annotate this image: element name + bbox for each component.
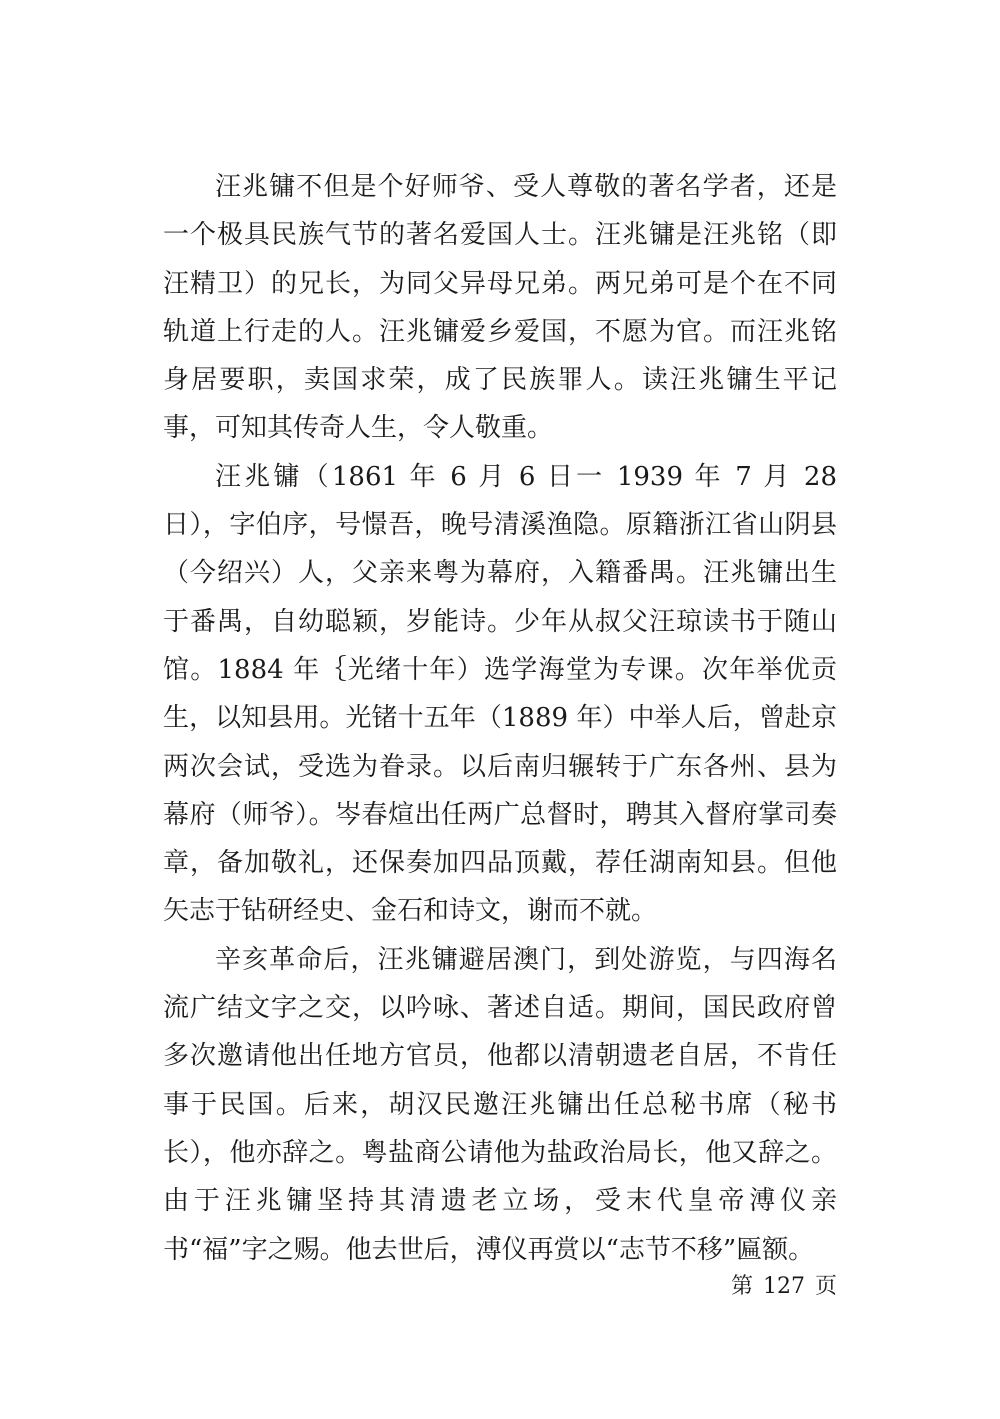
page-number (731, 1272, 837, 1302)
page-number-suffix: 页 (814, 1274, 837, 1299)
page-number-value: 127 (762, 1274, 805, 1299)
page-number-prefix: 第 (730, 1274, 753, 1299)
paragraph-3: 辛亥革命后，汪兆镛避居澳门，到处游览，与四海名流广结文字之交，以吟咏、著述自适。期间，国民政府曾多次邀请他出任地方官员，他都以清朝遗老自居，不肯任事于民国。后来，胡汉民邀汪兆镛出任总秘书席（秘书长），他亦辞之。粤盐商公请他为盐政治局长，他又辞之。由于汪兆镛坚持其清遗老立场，受末代皇帝溥仪亲书“福”字之赐。他去世后，溥仪再赏以“志节不移”匾额。 (163, 944, 837, 1265)
paragraph-1: 汪兆镛不但是个好师爷、受人尊敬的著名学者，还是一个极具民族气节的著名爱国人士。汪兆镛是汪兆铭（即汪精卫）的兄长，为同父异母兄弟。两兄弟可是个在不同轨道上行走的人。汪兆镛爱乡爱国，不愿为官。而汪兆铭身居要职，卖国求荣，成了民族罪人。读汪兆镛生平记事，可知其传奇人生，令人敬重。 (163, 172, 837, 444)
paragraph-2: 汪兆镛（1861 年 6 月 6 日一 1939 年 7 月 28 日），字伯序，号憬吾，晚号清溪渔隐。原籍浙江省山阴县（今绍兴）人，父亲来粤为幕府，入籍番禺。汪兆镛出生于番禺，自幼聪颖，岁能诗。少年从叔父汪琼读书于随山馆。1884 年｛光绪十年）选学海堂为专课。次年举优贡生，以知县用。光锗十五年（1889 年）中举人后，曾赴京两次会试，受选为眷录。以后南归辗转于广东各州、县为幕府（师爷）。岑春煊出任两广总督时，聘其入督府掌司奏章，备加敬礼，还保奏加四品顶戴，荐任湖南知县。但他矢志于钻研经史、金石和诗文，谢而不就。 (163, 461, 837, 927)
body-text (163, 163, 837, 1274)
